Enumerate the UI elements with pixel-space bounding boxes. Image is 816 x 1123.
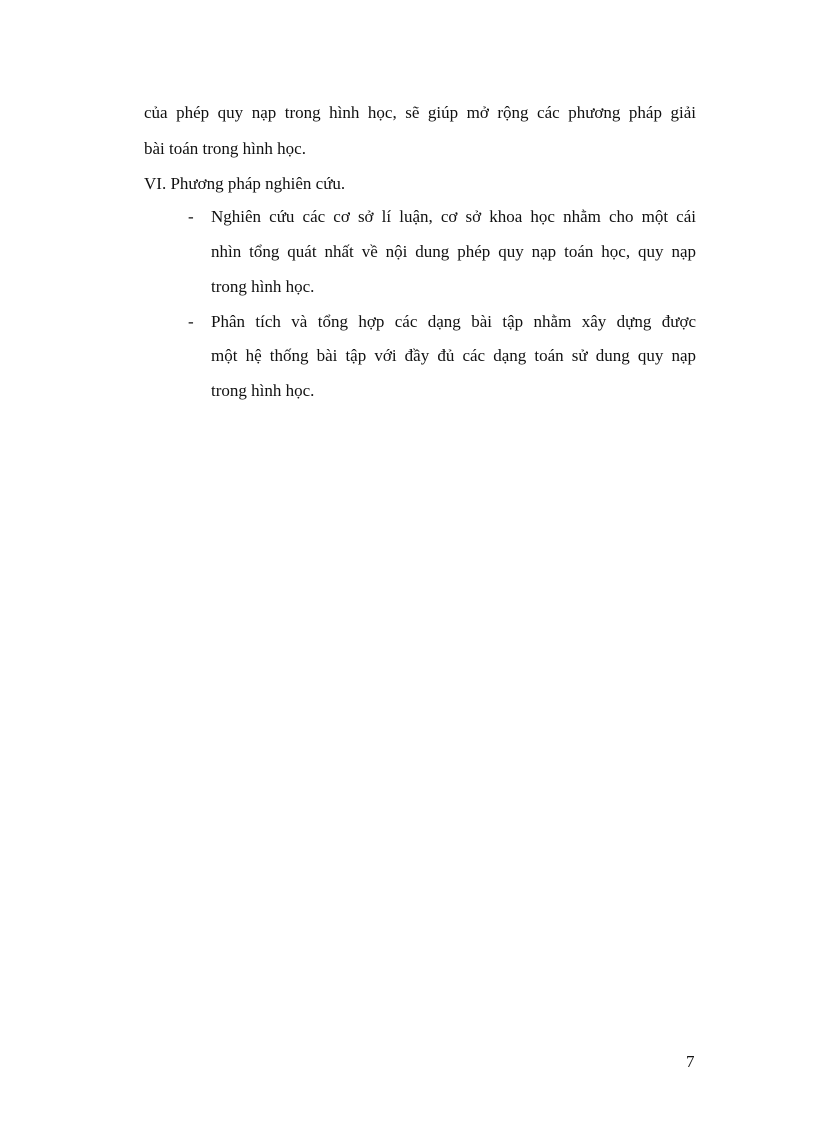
bullet-marker: - — [188, 312, 194, 331]
intro-line-1: của phép quy nạp trong hình học, sẽ giúp mở rộng các phương pháp giải — [144, 103, 696, 122]
bullet-marker: - — [188, 207, 194, 226]
bullet-1-line-1: Nghiên cứu các cơ sở lí luận, cơ sở khoa học nhằm cho một cái — [211, 207, 696, 226]
bullet-2-line-2: một hệ thống bài tập với đầy đủ các dạng toán sử dung quy nạp — [211, 346, 696, 365]
bullet-1-line-2: nhìn tổng quát nhất về nội dung phép quy nạp toán học, quy nạp — [211, 242, 696, 261]
bullet-2-line-1: Phân tích và tổng hợp các dạng bài tập nhằm xây dựng được — [211, 312, 696, 331]
section-heading: VI. Phương pháp nghiên cứu. — [144, 174, 346, 193]
bullet-2-line-3: trong hình học. — [211, 381, 315, 400]
page-number: 7 — [686, 1052, 695, 1071]
intro-line-2: bài toán trong hình học. — [144, 139, 306, 158]
bullet-1-line-3: trong hình học. — [211, 277, 315, 296]
